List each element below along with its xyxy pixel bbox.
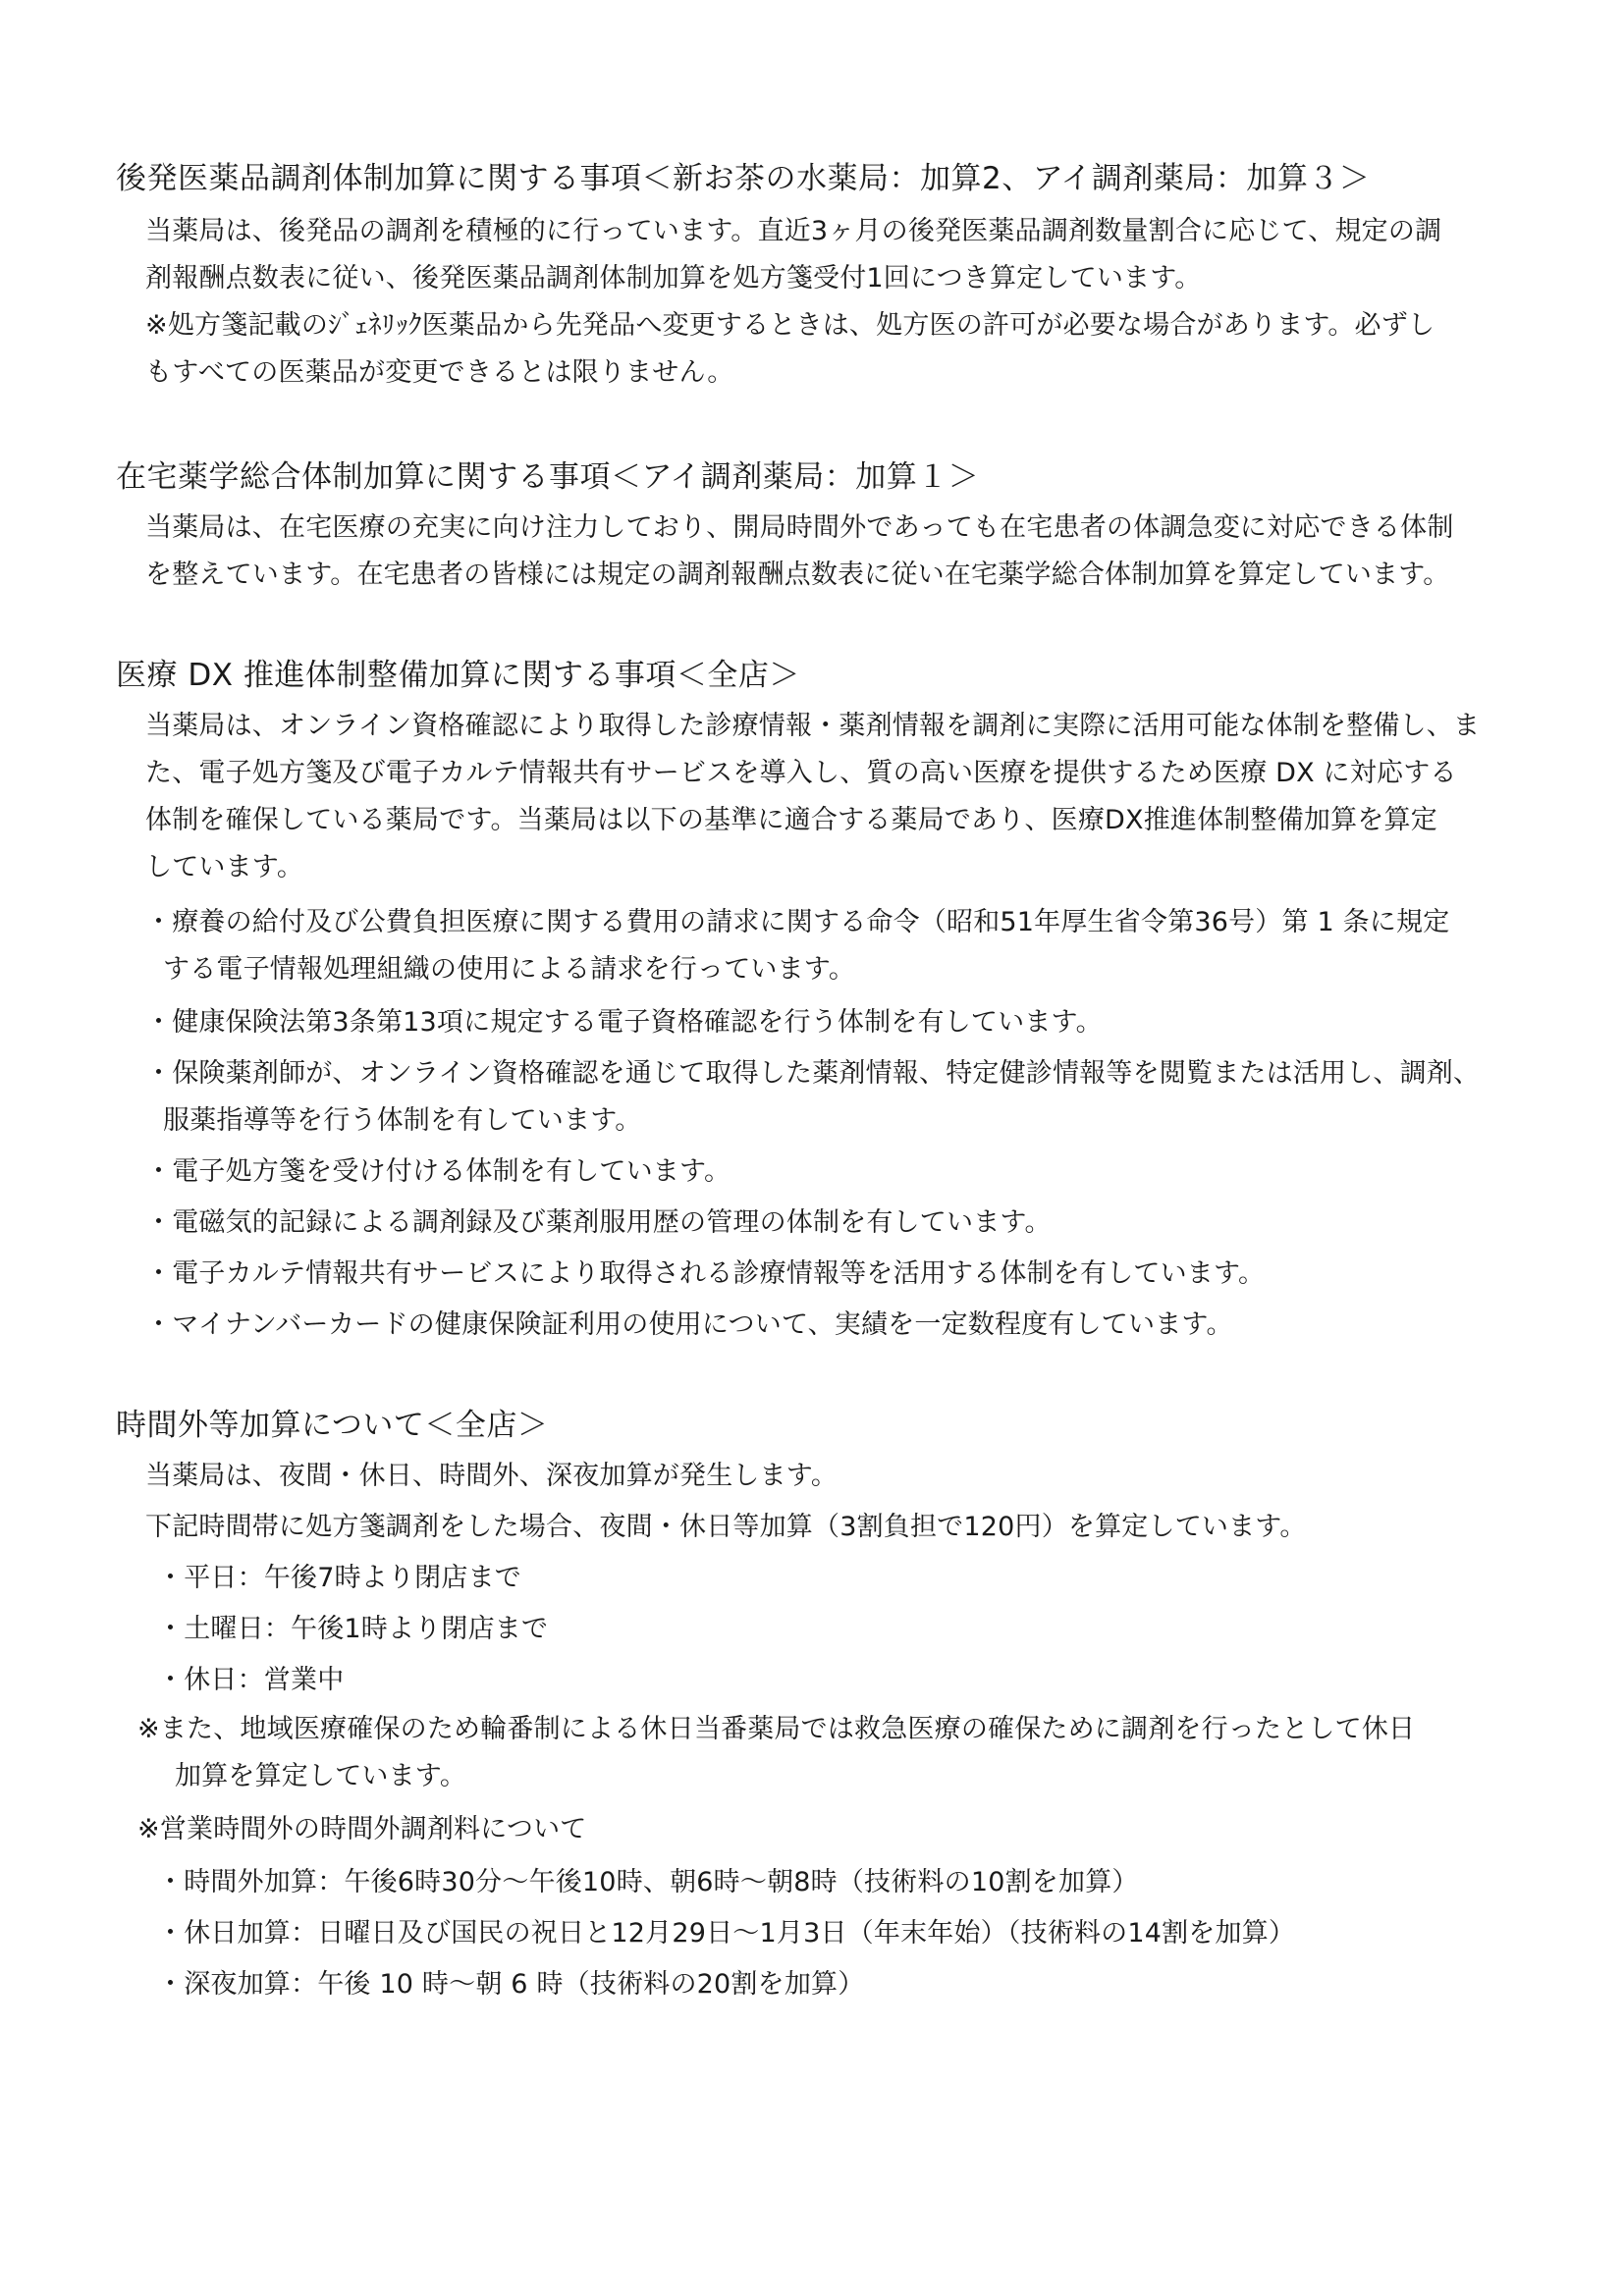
medical-dx-bullet: ・健康保険法第3条第13項に規定する電子資格確認を行う体制を有しています。: [145, 1007, 1103, 1038]
generic-drugs-note: もすべての医薬品が変更できるとは限りません。: [145, 357, 734, 388]
after-hours-fee: ・休日加算：日曜日及び国民の祝日と12月29日～1月3日（年末年始）（技術料の14割を加算）: [157, 1918, 1296, 1949]
after-hours-schedule: ・休日：営業中: [157, 1665, 345, 1695]
after-hours-fee: ・深夜加算：午後 10 時～朝 6 時（技術料の20割を加算）: [157, 1969, 865, 2000]
section-title-generic-drugs: 後発医薬品調剤体制加算に関する事項＜新お茶の水薬局：加算2、アイ調剤薬局：加算３＞: [116, 161, 1371, 196]
holiday-note-cont: 加算を算定しています。: [175, 1761, 467, 1791]
section-title-home-pharmacy: 在宅薬学総合体制加算に関する事項＜アイ調剤薬局：加算１＞: [116, 459, 980, 495]
home-pharmacy-text: 当薬局は、在宅医療の充実に向け注力しており、開局時間外であっても在宅患者の体調急変に対応できる体制: [145, 512, 1454, 543]
after-hours-fee: ・時間外加算：午後6時30分～午後10時、朝6時～朝8時（技術料の10割を加算）: [157, 1867, 1139, 1897]
medical-dx-bullet: ・保険薬剤師が、オンライン資格確認を通じて取得した薬剤情報、特定健診情報等を閲覧または活用し、調剤、: [145, 1058, 1481, 1089]
generic-drugs-note: ※処方箋記載のｼﾞｪﾈﾘｯｸ医薬品から先発品へ変更するときは、処方医の許可が必要な場合があります。必ずし: [145, 310, 1435, 341]
medical-dx-bullet: ・電子処方箋を受け付ける体制を有しています。: [145, 1156, 731, 1187]
medical-dx-bullet-cont: する電子情報処理組織の使用による請求を行っています。: [163, 954, 856, 985]
section-title-medical-dx: 医療 DX 推進体制整備加算に関する事項＜全店＞: [116, 658, 800, 693]
home-pharmacy-text: を整えています。在宅患者の皆様には規定の調剤報酬点数表に従い在宅薬学総合体制加算を算定しています。: [145, 560, 1450, 590]
after-hours-fee-note: ※営業時間外の時間外調剤料について: [137, 1814, 587, 1844]
medical-dx-bullet: ・電子カルテ情報共有サービスにより取得される診療情報等を活用する体制を有しています。: [145, 1258, 1266, 1289]
holiday-note: ※また、地域医療確保のため輪番制による休日当番薬局では救急医療の確保ために調剤を行ったとして休日: [137, 1714, 1416, 1744]
after-hours-schedule: ・土曜日：午後1時より閉店まで: [157, 1614, 549, 1644]
after-hours-schedule: ・平日：午後7時より閉店まで: [157, 1563, 521, 1593]
generic-drugs-text: 剤報酬点数表に従い、後発医薬品調剤体制加算を処方箋受付1回につき算定しています。: [145, 263, 1202, 294]
medical-dx-text: しています。: [145, 852, 304, 882]
medical-dx-bullet-cont: 服薬指導等を行う体制を有しています。: [163, 1105, 642, 1136]
medical-dx-text: た、電子処方箋及び電子カルテ情報共有サービスを導入し、質の高い医療を提供するため医療 DX に対応する: [145, 758, 1457, 788]
medical-dx-bullet: ・マイナンバーカードの健康保険証利用の使用について、実績を一定数程度有しています。: [145, 1309, 1233, 1340]
after-hours-text: 下記時間帯に処方箋調剤をした場合、夜間・休日等加算（3割負担で120円）を算定しています。: [145, 1512, 1307, 1542]
after-hours-text: 当薬局は、夜間・休日、時間外、深夜加算が発生します。: [145, 1461, 839, 1491]
medical-dx-text: 当薬局は、オンライン資格確認により取得した診療情報・薬剤情報を調剤に実際に活用可能な体制を整備し、ま: [145, 711, 1481, 741]
section-title-after-hours: 時間外等加算について＜全店＞: [116, 1408, 549, 1443]
medical-dx-bullet: ・療養の給付及び公費負担医療に関する費用の請求に関する命令（昭和51年厚生省令第36号）第 1 条に規定: [145, 907, 1450, 937]
generic-drugs-text: 当薬局は、後発品の調剤を積極的に行っています。直近3ヶ月の後発医薬品調剤数量割合に応じて、規定の調: [145, 216, 1442, 246]
medical-dx-bullet: ・電磁気的記録による調剤録及び薬剤服用歴の管理の体制を有しています。: [145, 1207, 1052, 1238]
medical-dx-text: 体制を確保している薬局です。当薬局は以下の基準に適合する薬局であり、医療DX推進体制整備加算を算定: [145, 805, 1437, 835]
